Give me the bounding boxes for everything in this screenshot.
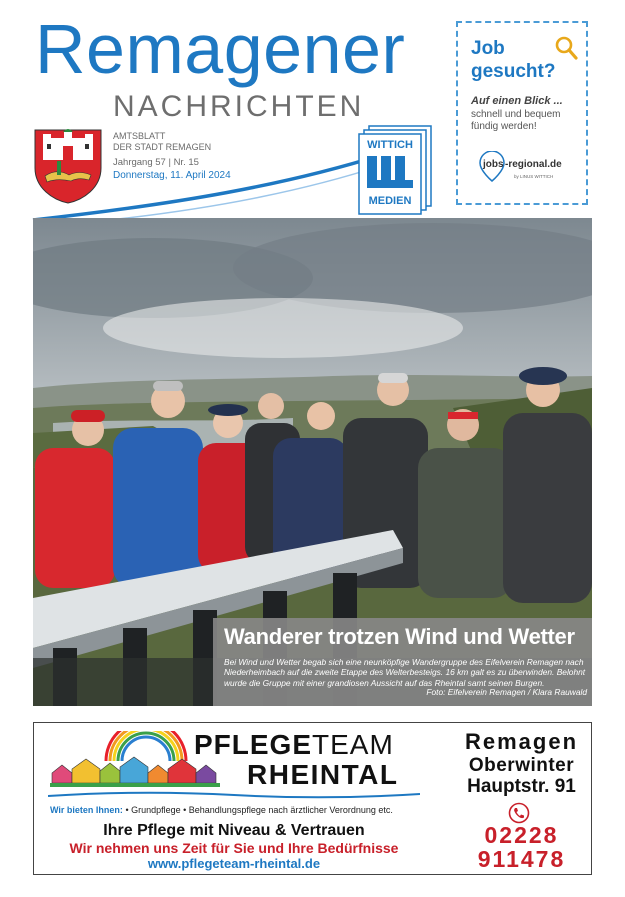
cover-caption: Bei Wind und Wetter begab sich eine neunköpfige Wandergruppe des Eifelverein Remagen nach Niederheimbach auf die zweite Etappe des Welterbesteigs. 16 km galt es zu überwinden. Belohnt wurde die Gruppe mit einer grandiosen Aussicht auf das Rheintal samt seinen Burgen.	[224, 657, 586, 688]
ad-services	[50, 805, 393, 815]
job-box-subtext	[471, 109, 586, 133]
ad-phone-area-code[interactable]: 02228	[484, 822, 559, 848]
publisher-name: WITTICH	[367, 139, 413, 151]
ad-address-line-2: Hauptstr. 91	[467, 776, 576, 797]
ad-phone-number[interactable]: 911478	[477, 846, 566, 872]
ad-services-list: • Grundpflege • Behandlungspflege nach ärztlicher Verordnung etc.	[125, 805, 393, 815]
amtsblatt-label	[113, 131, 211, 153]
masthead-title: Remagener	[35, 10, 406, 88]
ad-claim-secondary: Wir nehmen uns Zeit für Sie und Ihre Bedürfnisse	[69, 840, 399, 856]
jobs-logo-byline: by LINUS WITTICH	[514, 174, 554, 179]
ad-city: Remagen	[464, 729, 579, 754]
phone-icon	[508, 802, 530, 824]
ad-address-line-1: Oberwinter	[468, 755, 575, 776]
ad-brand-line-2: RHEINTAL	[247, 759, 399, 790]
publisher-medien: MEDIEN	[368, 195, 412, 207]
issue-number: Jahrgang 57 | Nr. 15	[113, 157, 199, 168]
job-sub-line-2: fündig werden!	[471, 121, 537, 132]
jobs-regional-logo[interactable]	[478, 151, 582, 189]
jobs-logo-prefix: jobs	[483, 159, 504, 170]
ad-claim-primary: Ihre Pflege mit Niveau & Vertrauen	[103, 822, 365, 839]
cover-headline: Wanderer trotzen Wind und Wetter	[224, 624, 575, 649]
job-title-line-2: gesucht?	[471, 61, 556, 82]
issue-date: Donnerstag, 11. April 2024	[113, 170, 231, 181]
job-title-line-1: Job	[471, 38, 505, 59]
ad-services-label: Wir bieten Ihnen:	[50, 805, 123, 815]
job-box-tagline: Auf einen Blick ...	[471, 95, 563, 107]
amtsblatt-line-1: AMTSBLATT	[113, 131, 166, 141]
city-coat-of-arms-icon	[33, 128, 103, 204]
ad-website-link[interactable]: www.pflegeteam-rheintal.de	[147, 856, 321, 871]
pflegeteam-advertisement[interactable]	[33, 722, 592, 875]
jobs-logo-suffix: -regional.de	[505, 159, 562, 170]
amtsblatt-line-2: DER STADT REMAGEN	[113, 142, 212, 152]
job-sub-line-1: schnell und bequem	[471, 109, 561, 120]
ad-brand-bold: PFLEGE	[194, 729, 313, 760]
ad-brand-line-1	[194, 729, 394, 761]
job-box-title	[471, 37, 555, 83]
ad-wave-divider	[48, 790, 420, 800]
ad-brand-thin: TEAM	[312, 729, 394, 760]
magnifier-icon	[554, 35, 578, 61]
masthead-subtitle: NACHRICHTEN	[113, 90, 365, 123]
photo-credit: Foto: Eifelverein Remagen / Klara Rauwald	[426, 687, 587, 697]
job-search-box[interactable]	[456, 21, 588, 205]
wittich-medien-logo	[355, 124, 433, 216]
